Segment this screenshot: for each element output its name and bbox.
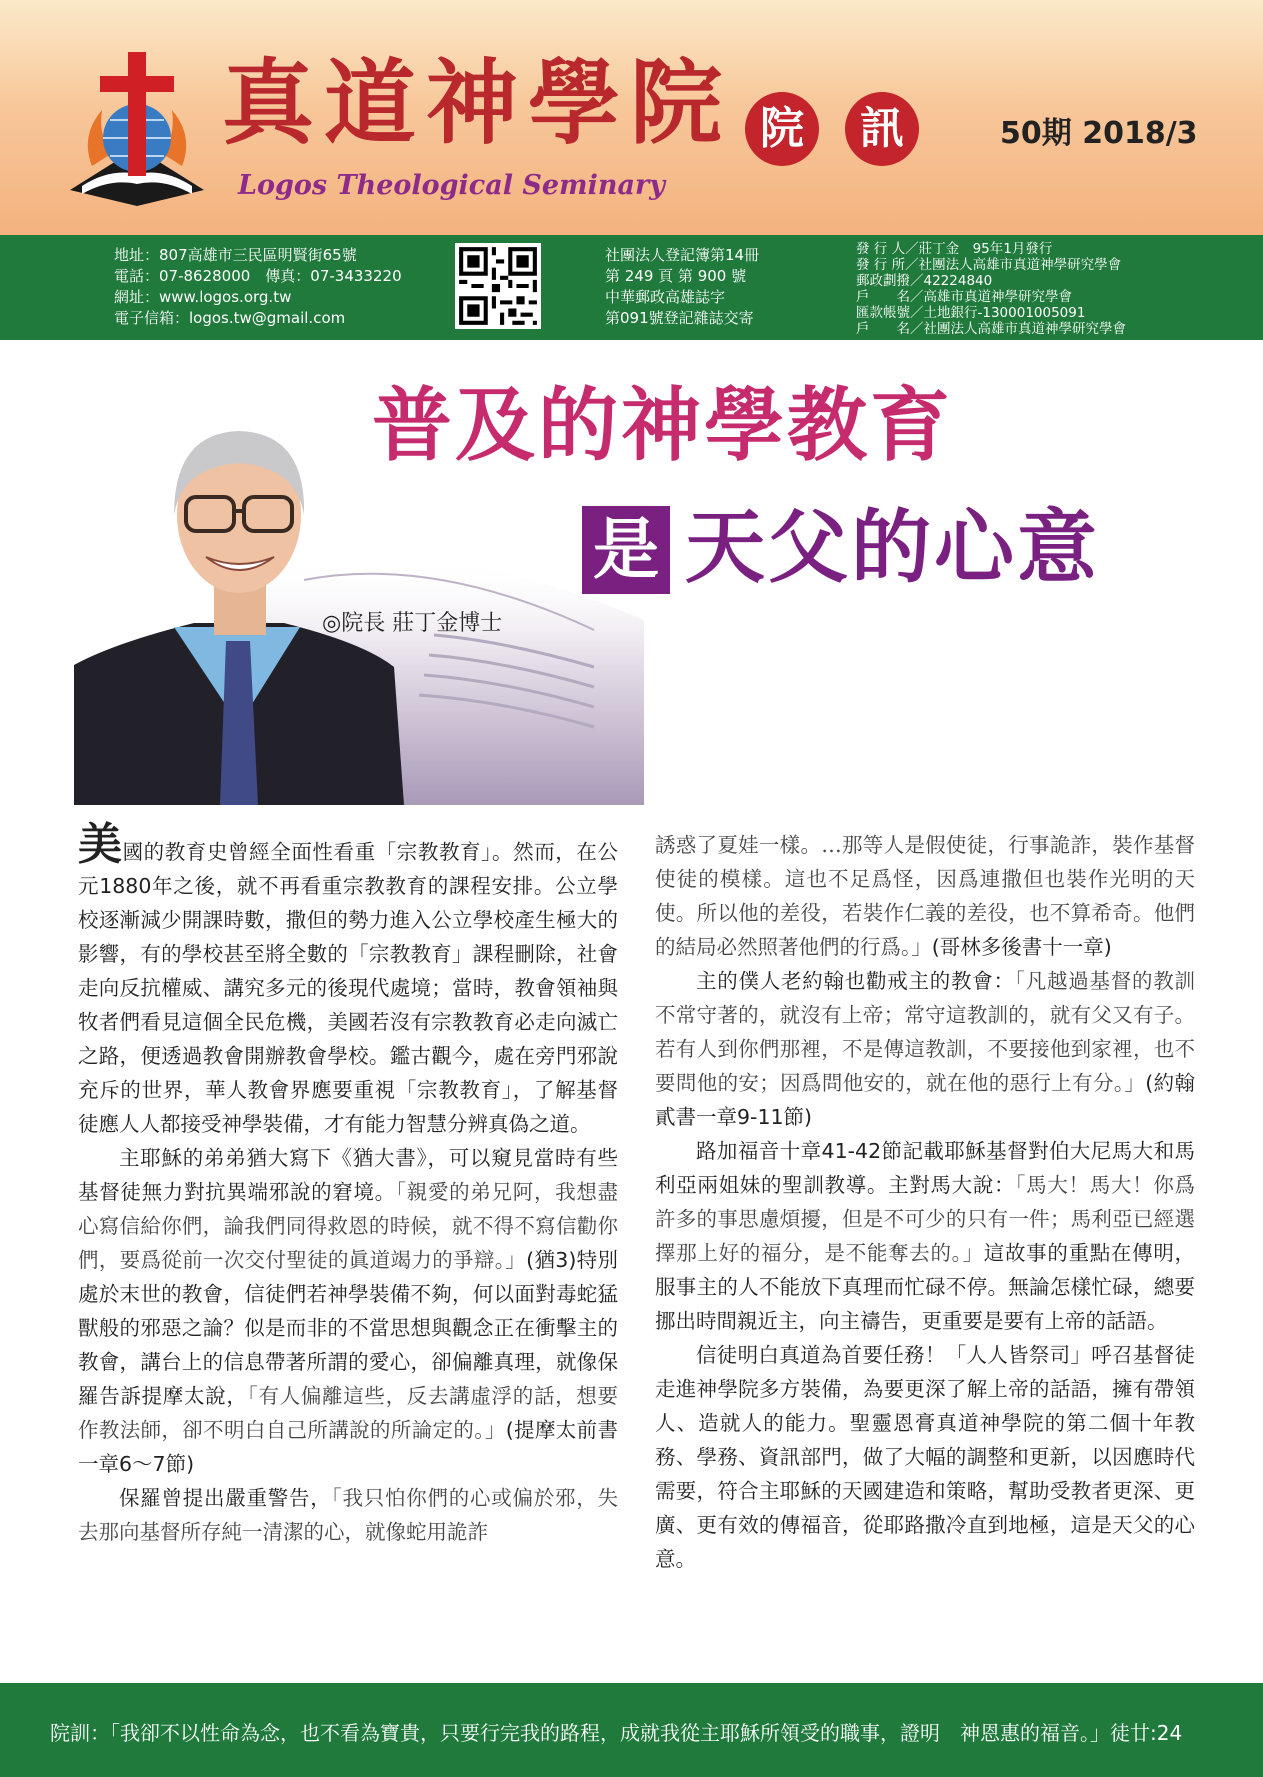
publisher-info [856, 241, 1126, 337]
seminary-name-chinese: 真道神學院 [222, 49, 733, 157]
scripture-quote: 誘惑了夏娃一樣。…那等人是假使徒，行事詭詐，裝作基督使徒的模樣。這也不足爲怪，因爲連撒但也裝作光明的天使。所以他的差役，若裝作仁義的差役，也不算希奇。他們的結局必然照著他們的行爲。」 [655, 833, 1195, 959]
seminary-name-english: Logos Theological Seminary [238, 170, 665, 201]
publisher-line: 匯款帳號／土地銀行-130001005091 [856, 305, 1086, 321]
paragraph: 信徒明白真道為首要任務！「人人皆祭司」呼召基督徒走進神學院多方裝備，為要更深了解上帝的話語，擁有帶領人、造就人的能力。聖靈恩膏真道神學院的第二個十年教務、學務、資訊部門，做了大幅的調整和更新，以因應時代需要，符合主耶穌的天國建造和策略，幫助受教者更深、更廣、更有效的傳福音，從耶路撒冷直到地極，這是天父的心意。 [655, 1343, 1195, 1571]
email-line[interactable]: 電子信箱：logos.tw@gmail.com [114, 309, 346, 327]
registration-line: 第091號登記雜誌交寄 [605, 309, 754, 327]
qr-code-icon[interactable] [455, 243, 541, 329]
publisher-line: 戶 名／社團法人高雄市真道神學研究學會 [856, 321, 1126, 337]
masthead [0, 0, 1263, 235]
paragraph: 路加福音十章41-42節記載耶穌基督對伯大尼馬大和馬利亞兩姐妹的聖訓教導。主對馬大說：「馬大！馬大！你爲許多的事思慮煩擾，但是不可少的只有一件；馬利亞已經選擇那上好的福分，是不能奪去的。」這故事的重點在傳明，服事主的人不能放下真理而忙碌不停。無論怎樣忙碌，總要挪出時間親近主，向主禱告，更重要是要有上帝的話語。 [655, 1139, 1196, 1333]
author-byline: ◎院長 莊丁金博士 [322, 611, 503, 636]
registration-line: 第 249 頁 第 900 號 [605, 267, 747, 285]
paragraph: 主耶穌的弟弟猶大寫下《猶大書》，可以窺見當時有些基督徒無力對抗異端邪說的窘境。「親愛的弟兄阿，我想盡心寫信給你們，論我們同得救恩的時候，就不得不寫信勸你們，要爲從前一次交付聖徒的眞道竭力的爭辯。」(猶3)特別處於末世的教會，信徒們若神學裝備不夠，何以面對毒蛇猛獸般的邪惡之論？似是而非的不當思想與觀念正在衝擊主的教會，講台上的信息帶著所謂的愛心，卻偏離真理，就像保羅告訴提摩太說，「有人偏離這些，反去講虛浮的話，想要作教法師，卻不明白自己所講說的所論定的。」(提摩太前書一章6～7節) [78, 1146, 619, 1476]
paragraph: 保羅曾提出嚴重警告，「我只怕你們的心或偏於邪，失去那向基督所存純一清潔的心，就像蛇用詭詐 [78, 1486, 618, 1544]
registration-info [605, 245, 759, 329]
scripture-quote: 「我只怕你們的心或偏於邪，失去那向基督所存純一清潔的心，就像蛇用詭詐 [78, 1486, 618, 1544]
paragraph: 主的僕人老約翰也勸戒主的教會：「凡越過基督的教訓不常守著的，就沒有上帝；常守這教訓的，就有父又有子。若有人到你們那裡，不是傳這教訓，不要接他到家裡，也不要問他的安；因爲問他安的，就在他的惡行上有分。」(約翰貳書一章9-11節) [655, 969, 1196, 1129]
registration-line: 中華郵政高雄誌字 [605, 288, 726, 306]
publisher-line: 發 行 人／莊丁金 95年1月發行 [856, 241, 1053, 257]
footer-bar [0, 1683, 1263, 1777]
scripture-reference: (提摩太前書一章6～7節) [78, 1418, 619, 1476]
scripture-quote: 「親愛的弟兄阿，我想盡心寫信給你們，論我們同得救恩的時候，就不得不寫信勸你們，要爲從前一次交付聖徒的眞道竭力的爭辯。」 [78, 1180, 619, 1272]
badge-xun: 訊 [845, 92, 919, 166]
badge-yuan: 院 [745, 92, 819, 166]
seminary-logo-icon [62, 48, 212, 208]
address-line: 地址：807高雄市三民區明賢街65號 [114, 246, 357, 264]
publisher-line: 戶 名／高雄市真道神學研究學會 [856, 289, 1072, 305]
registration-line: 社團法人登記簿第14冊 [605, 246, 760, 264]
scripture-reference: (約翰貳書一章9-11節) [655, 1071, 1196, 1129]
scripture-quote: 「馬大！馬大！你爲許多的事思慮煩擾，但是不可少的只有一件；馬利亞已經選擇那上好的福分，是不能奪去的。」 [655, 1173, 1196, 1265]
paragraph [655, 828, 1195, 964]
article-column-right [655, 828, 1195, 1576]
publisher-line: 郵政劃撥／42224840 [856, 273, 993, 289]
scripture-quote: 「凡越過基督的教訓不常守著的，就沒有上帝；常守這教訓的，就有父又有子。若有人到你們那裡，不是傳這教訓，不要接他到家裡，也不要問他的安；因爲問他安的，就在他的惡行上有分。」 [655, 969, 1195, 1095]
article-column-left [78, 819, 619, 1549]
scripture-reference: (哥林多後書十一章) [931, 935, 1112, 959]
issue-number-date: 50期 2018/3 [1000, 116, 1198, 151]
info-bar [0, 235, 1263, 340]
publisher-line: 發 行 所／社團法人高雄市真道神學研究學會 [856, 257, 1122, 273]
headline-line-1: 普及的神學教育 [372, 379, 953, 472]
paragraph: 美國的教育史曾經全面性看重「宗教教育」。然而，在公元1880年之後，就不再看重宗教教育的課程安排。公立學校逐漸減少開課時數，撒但的勢力進入公立學校產生極大的影響，有的學校甚至將全數的「宗教教育」課程刪除，社會走向反抗權威、講究多元的後現代處境；當時，教會領袖與牧者們看見這個全民危機，美國若沒有宗教教育必走向滅亡之路，便透過教會開辦教會學校。鑑古觀今，處在旁門邪說充斥的世界，華人教會界應要重視「宗教教育」，了解基督徒應人人都接受神學裝備，才有能力智慧分辨真偽之道。 [78, 819, 618, 1136]
seminary-motto: 院訓：「我卻不以性命為念，也不看為寶貴，只要行完我的路程，成就我從主耶穌所領受的職事，證明 神恩惠的福音。」徒廿:24 [50, 1721, 1183, 1745]
drop-cap: 美 [78, 819, 123, 870]
phone-line: 電話：07-8628000 傳真：07-3433220 [114, 267, 402, 285]
contact-info [114, 245, 402, 329]
scripture-quote: 「有人偏離這些，反去講虛浮的話，想要作教法師，卻不明白自己所講說的所論定的。」 [78, 1384, 619, 1442]
headline-highlight-box: 是 [582, 506, 670, 594]
website-line[interactable]: 網址：www.logos.org.tw [114, 288, 292, 306]
headline-line-2: 天父的心意 [685, 501, 1100, 594]
